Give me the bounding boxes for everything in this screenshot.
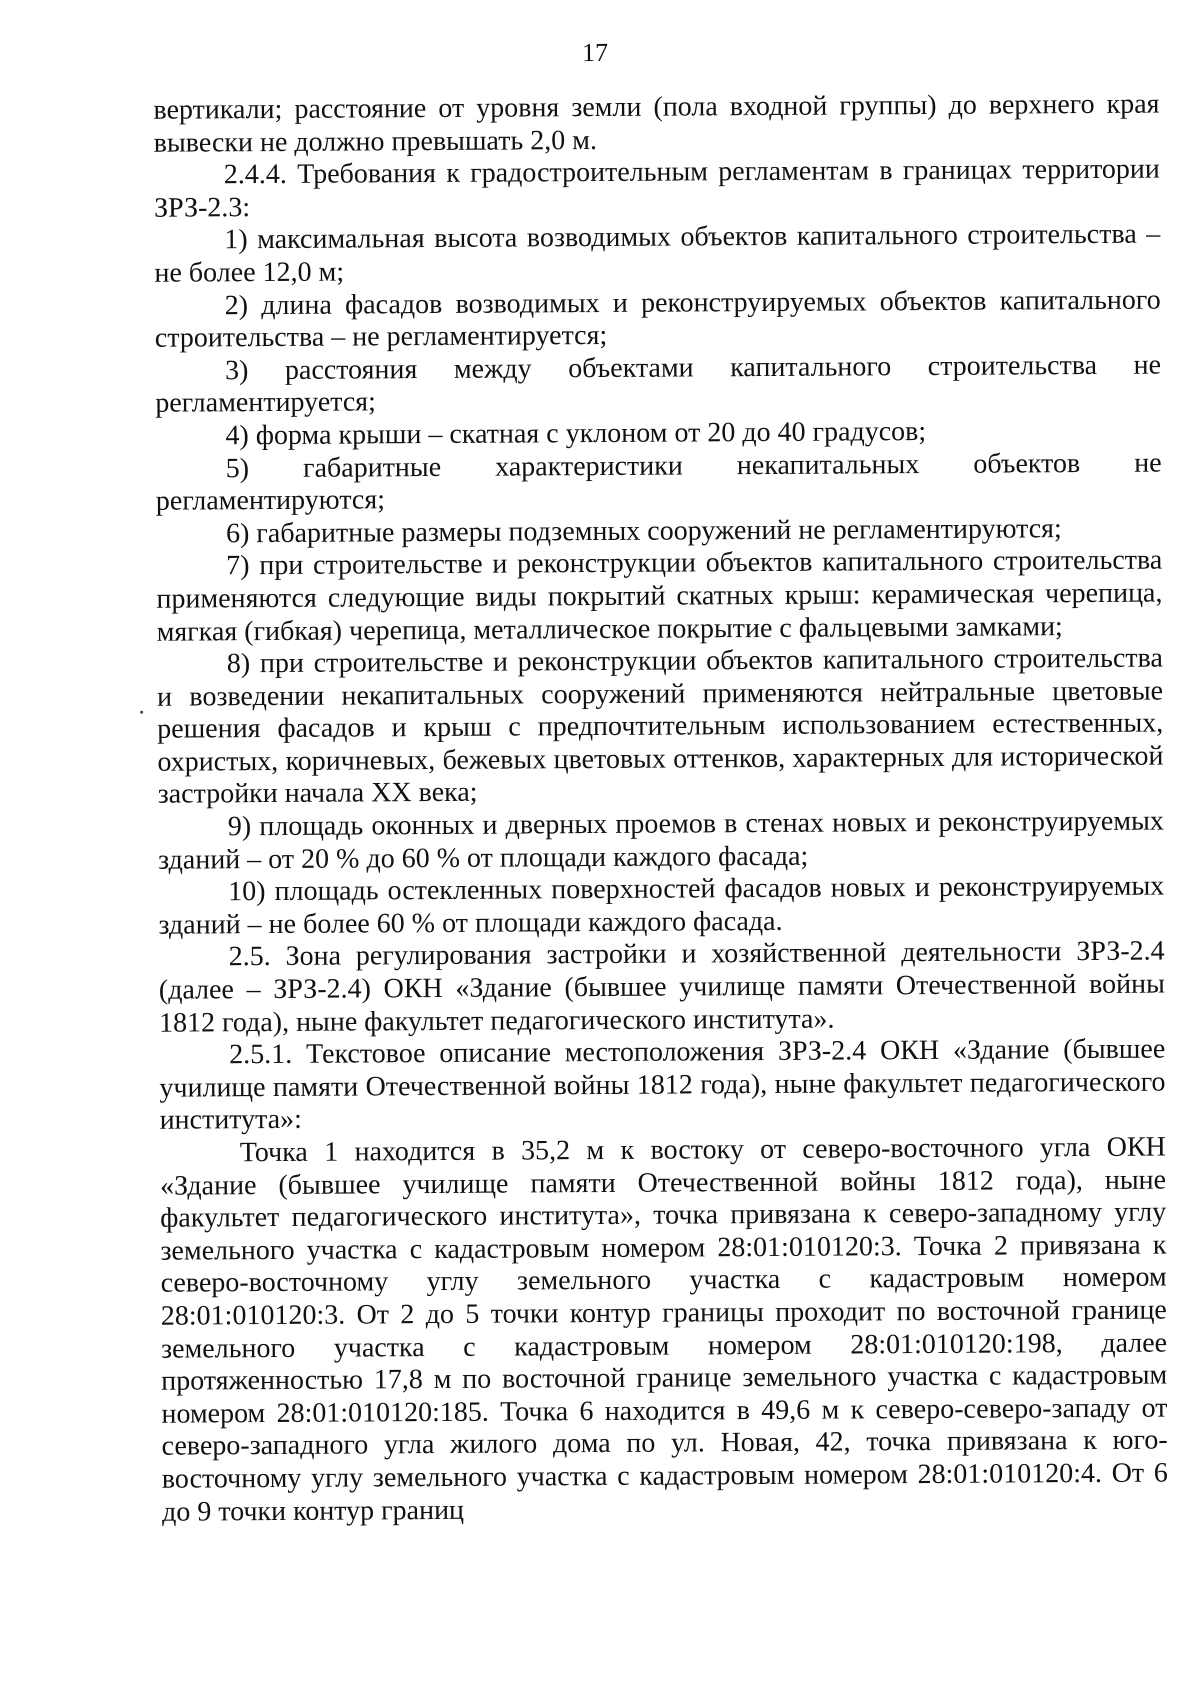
list-item-8-color-solutions: 8) при строительстве и реконструкции объектов капитального строительства и возведении некапитальных сооружений применяются нейтральные цветовые решения фасадов и крыш с предпочтительным использованием естественных, охристых, коричневых, бежевых цветовых оттенков, характерных для исторической застройки начала XX века; xyxy=(156,642,1164,811)
list-item-2-facade-length: 2) длина фасадов возводимых и реконструируемых объектов капитального строительства – не регламентируется; xyxy=(154,284,1161,354)
paragraph-section-2-4-4: 2.4.4. Требования к градостроительным регламентам в границах территории ЗРЗ-2.3: xyxy=(153,153,1160,224)
paragraph-section-2-5-1: 2.5.1. Текстовое описание местоположения ЗРЗ-2.4 ОКН «Здание (бывшее училище памяти Отечественной войны 1812 года), ныне факультет педагогического института»: xyxy=(159,1033,1166,1137)
list-item-3-distance: 3) расстояния между объектами капитального строительства не регламентируется; xyxy=(155,349,1162,420)
scan-speck xyxy=(140,711,143,714)
list-item-10-glazing: 10) площадь остекленных поверхностей фасадов новых и реконструируемых зданий – не более 60 % от площади каждого фасада. xyxy=(158,870,1165,941)
paragraph-section-2-5: 2.5. Зона регулирования застройки и хозяйственной деятельности ЗРЗ-2.4 (далее – ЗРЗ-2.4) ОКН «Здание (бывшее училище памяти Отечественной войны 1812 года), ныне факультет педагогического института». xyxy=(158,935,1165,1039)
paragraph-boundary-description: Точка 1 находится в 35,2 м к востоку от северо-восточного угла ОКН «Здание (бывшее училище памяти Отечественной войны 1812 года), ныне факультет педагогического института», точка привязана к северо-западному углу земельного участка с кадастровым номером 28:01:010120:3. Точка 2 привязана к северо-восточному углу земельного участка с кадастровым номером 28:01:010120:3. От 2 до 5 точки контур границы проходит по восточной границе земельного участка с кадастровым номером 28:01:010120:198, далее протяженностью 17,8 м по восточной границе земельного участка с кадастровым номером 28:01:010120:185. Точка 6 находится в 49,6 м к северо-северо-западу от северо-западного угла жилого дома по ул. Новая, 42, точка привязана к юго-восточному углу земельного участка с кадастровым номером 28:01:010120:4. От 6 до 9 точки контур границ xyxy=(159,1131,1168,1528)
paragraph-sign-height: вертикали; расстояние от уровня земли (пола входной группы) до верхнего края вывески не должно превышать 2,0 м. xyxy=(153,88,1160,159)
list-item-4-roof-shape: 4) форма крыши – скатная с уклоном от 20 до 40 градусов; xyxy=(225,415,927,452)
list-item-7-roof-coverings: 7) при строительстве и реконструкции объектов капитального строительства применяются следующие виды покрытий скатных крыш: керамическая черепица, мягкая (гибкая) черепица, металлическое покрытие с фальцевыми замками; xyxy=(156,544,1163,648)
page-number: 17 xyxy=(582,37,609,68)
list-item-5-dimensions: 5) габаритные характеристики некапитальных объектов не регламентируются; xyxy=(155,447,1162,517)
document-body xyxy=(153,89,1168,1529)
list-item-1-max-height: 1) максимальная высота возводимых объектов капитального строительства – не более 12,0 м; xyxy=(154,218,1161,289)
list-item-6-underground: 6) габаритные размеры подземных сооружений не регламентируются; xyxy=(225,512,1062,549)
list-item-9-openings: 9) площадь оконных и дверных проемов в стенах новых и реконструируемых зданий – от 20 % до 60 % от площади каждого фасада; xyxy=(157,805,1164,876)
